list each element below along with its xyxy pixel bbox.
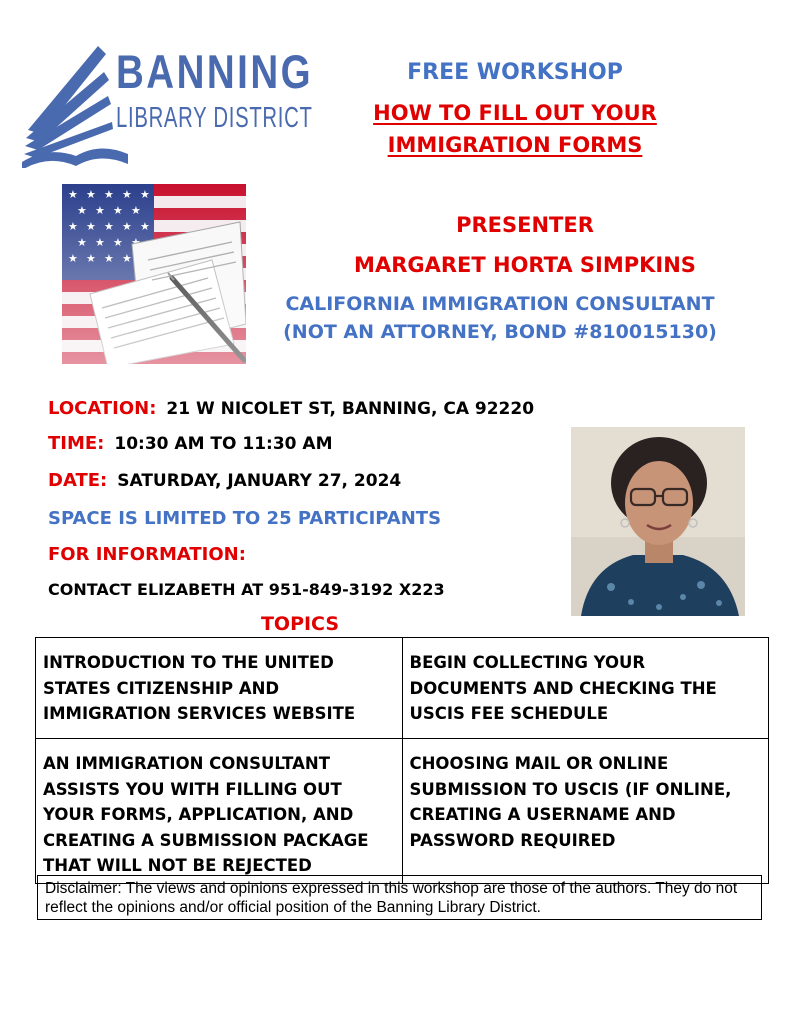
date-row: [48, 470, 401, 491]
presenter-role-line1: CALIFORNIA IMMIGRATION CONSULTANT: [285, 293, 715, 315]
presenter-role: [250, 290, 750, 346]
presenter-label: PRESENTER: [456, 213, 594, 237]
date-value: SATURDAY, JANUARY 27, 2024: [117, 471, 402, 491]
date-label: DATE:: [48, 470, 108, 491]
contact-info: CONTACT ELIZABETH AT 951-849-3192 X223: [48, 580, 445, 599]
space-limit-notice: SPACE IS LIMITED TO 25 PARTICIPANTS: [48, 508, 442, 529]
presenter-photo: [571, 427, 745, 616]
library-logo: [20, 38, 314, 168]
for-information-label: FOR INFORMATION:: [48, 544, 246, 565]
free-workshop-heading: FREE WORKSHOP: [407, 60, 623, 85]
topic-cell: AN IMMIGRATION CONSULTANT ASSISTS YOU WITH FILLING OUT YOUR FORMS, APPLICATION, AND CREATING A SUBMISSION PACKAGE THAT WILL NOT BE REJECTED: [36, 739, 403, 884]
topic-cell: CHOOSING MAIL OR ONLINE SUBMISSION TO USCIS (IF ONLINE, CREATING A USERNAME AND PASSWORD REQUIRED: [402, 739, 769, 884]
time-value: 10:30 AM TO 11:30 AM: [114, 434, 333, 454]
workshop-title-line2: IMMIGRATION FORMS: [387, 133, 643, 157]
topic-cell: BEGIN COLLECTING YOUR DOCUMENTS AND CHECKING THE USCIS FEE SCHEDULE: [402, 638, 769, 739]
open-book-icon: [20, 38, 130, 168]
table-row: [36, 739, 769, 884]
flag-forms-photo: [62, 184, 246, 364]
disclaimer: Disclaimer: The views and opinions expressed in this workshop are those of the authors. They do not reflect the opinions and/or official position of the Banning Library District.: [37, 875, 762, 920]
presenter-role-line2: (NOT AN ATTORNEY, BOND #810015130): [283, 321, 717, 343]
location-value: 21 W NICOLET ST, BANNING, CA 92220: [166, 399, 535, 419]
presenter-name: MARGARET HORTA SIMPKINS: [354, 253, 696, 277]
logo-name: BANNING: [116, 45, 314, 98]
location-label: LOCATION:: [48, 398, 157, 419]
topics-table: [35, 637, 769, 884]
workshop-title-line1: HOW TO FILL OUT YOUR: [373, 101, 657, 125]
topics-heading: TOPICS: [260, 613, 340, 635]
logo-subtitle: LIBRARY DISTRICT: [116, 102, 313, 134]
time-row: [48, 433, 333, 454]
table-row: [36, 638, 769, 739]
topic-cell: INTRODUCTION TO THE UNITED STATES CITIZENSHIP AND IMMIGRATION SERVICES WEBSITE: [36, 638, 403, 739]
time-label: TIME:: [48, 433, 105, 454]
location-row: [48, 398, 534, 419]
